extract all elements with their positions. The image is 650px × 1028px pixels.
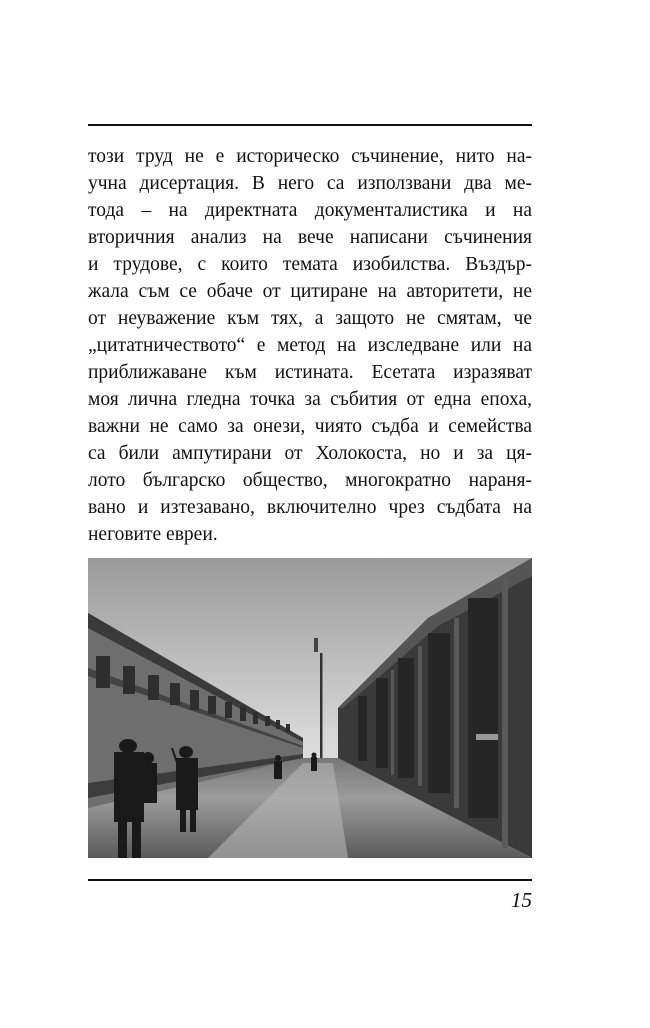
top-rule [88, 124, 532, 126]
text-line: вторичния анализ на вече написани съчинения [88, 227, 532, 248]
text-line: „цитатничеството“ е метод на изследване или на [88, 335, 532, 356]
text-line: неговите евреи. [88, 524, 218, 545]
text-line: приближаване към истината. Есетата изразяват [88, 362, 532, 383]
train-platform-photo [88, 558, 532, 858]
bottom-rule [88, 879, 532, 881]
text-line: учна дисертация. В него са използвани два ме- [88, 173, 532, 194]
text-line: лото българско общество, многократно нараня- [88, 470, 532, 491]
text-line: важни не само за онези, чиято съдба и семейства [88, 416, 532, 437]
text-line: жала съм се обаче от цитиране на авторитети, не [88, 281, 532, 302]
text-line: вано и изтезавано, включително чрез съдбата на [88, 497, 532, 518]
text-line: са били ампутирани от Холокоста, но и за ця- [88, 443, 532, 464]
text-line: от неуважение към тях, а защото не смятам, че [88, 308, 532, 329]
body-text [88, 143, 532, 548]
text-line: моя лична гледна точка за събития от една епоха, [88, 389, 532, 410]
text-line: тода – на директната документалистика и на [88, 200, 532, 221]
text-line: този труд не е историческо съчинение, нито на- [88, 146, 532, 167]
text-line: и трудове, с които темата изобилства. Въздър- [88, 254, 532, 275]
page-number: 15 [511, 888, 532, 912]
